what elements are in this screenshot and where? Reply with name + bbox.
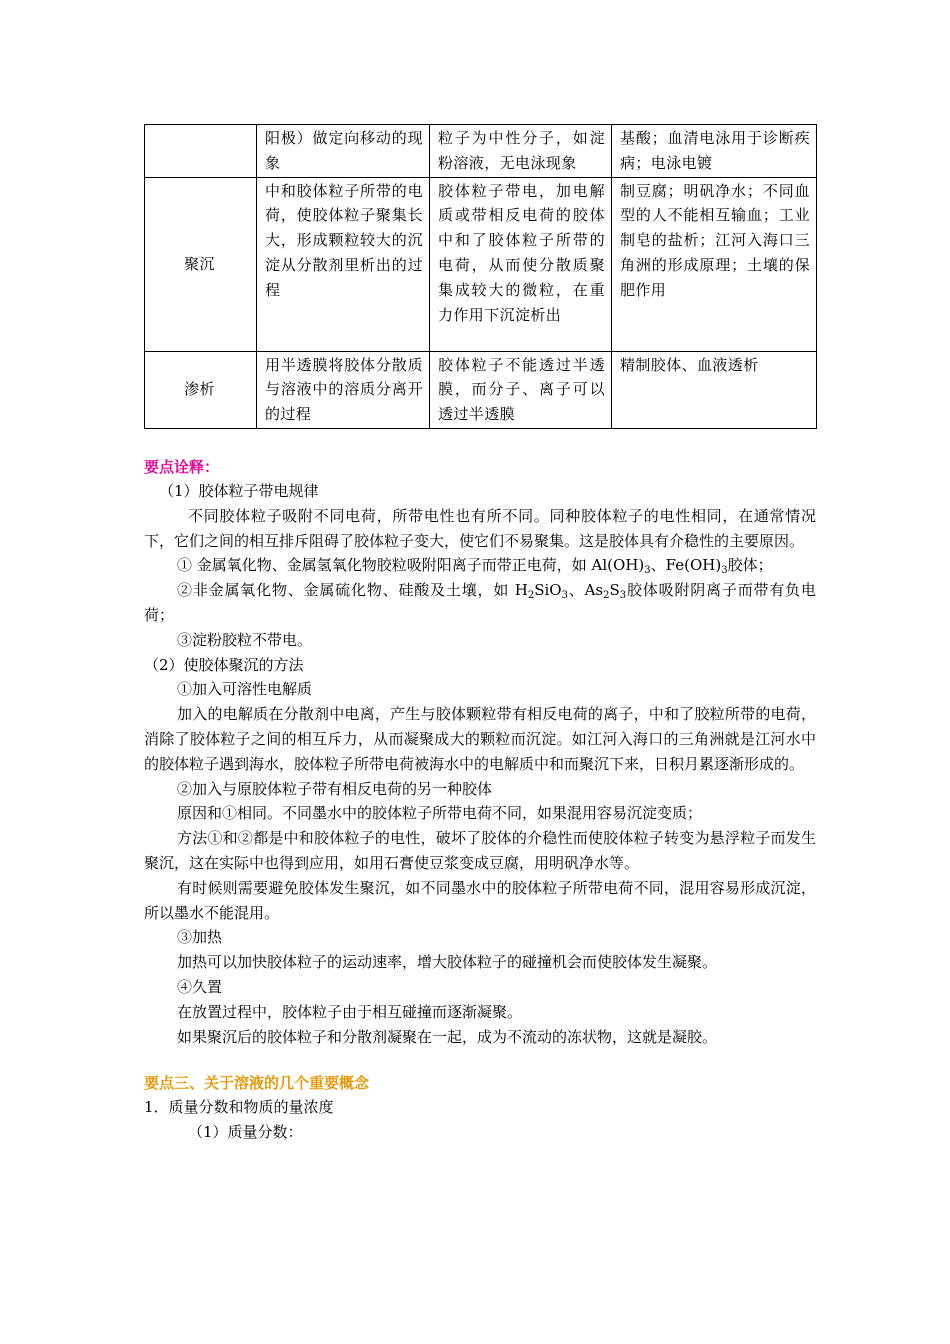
methods-summary-text: 方法①和②都是中和胶体粒子的电性，破坏了胶体的介稳性而使胶体粒子转变为悬浮粒子而发生聚沉，这在实际中也得到应用，如用石膏使豆浆变成豆腐，用明矾净水等。 [144, 829, 816, 872]
table-cell-definition: 中和胶体粒子所带的电荷，使胶体粒子聚集长大，形成颗粒较大的沉淀从分散剂里析出的过程 [257, 177, 430, 351]
table-cell-application: 制豆腐；明矾净水；不同血型的人不能相互输血；工业制皂的盐析；江河入海口三角洲的形成原理；土壤的保肥作用 [612, 177, 817, 351]
section-1-item-1: ① 金属氧化物、金属氢氧化物胶粒吸附阳离子而带正电荷，如 $Al(OH)_3$、$Fe(OH)_3$胶体； [177, 556, 773, 577]
section-3-heading: 要点三、关于溶液的几个重要概念 [144, 1074, 370, 1093]
table-row [145, 351, 817, 428]
method-3-text: 加热可以加快胶体粒子的运动速率，增大胶体粒子的碰撞机会而使胶体发生凝聚。 [177, 953, 718, 972]
table-cell-definition: 阳极）做定向移动的现象 [257, 125, 430, 178]
table-cell-name: 聚沉 [145, 177, 257, 351]
table-cell-explanation: 胶体粒子带电，加电解质或带相反电荷的胶体中和了胶体粒子所带的电荷，从而使分散质聚集成较大的微粒，在重力作用下沉淀析出 [430, 177, 612, 351]
table-row [145, 177, 817, 351]
table-cell-application: 基酸；血清电泳用于诊断疾病；电泳电镀 [612, 125, 817, 178]
table-cell-explanation: 粒子为中性分子，如淀粉溶液，无电泳现象 [430, 125, 612, 178]
table-row [145, 125, 817, 178]
document-page [144, 124, 816, 1145]
method-1-text: 加入的电解质在分散剂中电离，产生与胶体颗粒带有相反电荷的离子，中和了胶粒所带的电荷，消除了胶体粒子之间的相互斥力，从而凝聚成大的颗粒而沉淀。如江河入海口的三角洲就是江河水中的胶体粒子遇到海水，胶体粒子所带电荷被海水中的电解质中和而聚沉下来，日积月累逐渐形成的。 [144, 705, 816, 773]
table-cell-application: 精制胶体、血液透析 [612, 351, 817, 428]
method-2-text: 原因和①相同。不同墨水中的胶体粒子所带电荷不同，如果混用容易沉淀变质； [177, 804, 703, 823]
method-1-title: ①加入可溶性电解质 [177, 680, 313, 699]
section-1-title: （1）胶体粒子带电规律 [159, 481, 319, 500]
table-cell-name: 渗析 [145, 351, 257, 428]
section-2-title: （2）使胶体聚沉的方法 [144, 655, 304, 674]
colloid-properties-table [144, 124, 817, 429]
section-1-item-2: ②非金属氧化物、金属硫化物、硅酸及土壤，如 $H_2SiO_3$、$As_2S_3$胶体吸附阴离子而带有负电荷； [144, 581, 816, 624]
method-4-text: 在放置过程中，胶体粒子由于相互碰撞而逐渐凝聚。 [177, 1002, 523, 1021]
method-4-title: ④久置 [177, 977, 223, 996]
section-1-paragraph: 不同胶体粒子吸附不同电荷，所带电性也有所不同。同种胶体粒子的电性相同，在通常情况下，它们之间的相互排斥阻碍了胶体粒子变大，使它们不易聚集。这是胶体具有介稳性的主要原因。 [144, 506, 816, 550]
section-3-item-1-1: （1）质量分数： [188, 1123, 303, 1142]
table-cell-name [145, 125, 257, 178]
table-cell-definition: 用半透膜将胶体分散质与溶液中的溶质分离开的过程 [257, 351, 430, 428]
avoid-coagulation-text: 有时候则需要避免胶体发生聚沉，如不同墨水中的胶体粒子所带电荷不同，混用容易形成沉淀，所以墨水不能混用。 [144, 878, 816, 922]
section-3-item-1: 1．质量分数和物质的量浓度 [144, 1098, 334, 1117]
method-3-title: ③加热 [177, 928, 223, 947]
table-cell-explanation: 胶体粒子不能透过半透膜，而分子、离子可以透过半透膜 [430, 351, 612, 428]
section-1-item-3: ③淀粉胶粒不带电。 [177, 630, 313, 649]
notes-heading: 要点诠释： [144, 457, 220, 476]
method-2-title: ②加入与原胶体粒子带有相反电荷的另一种胶体 [177, 779, 493, 798]
gel-text: 如果聚沉后的胶体粒子和分散剂凝聚在一起，成为不流动的冻状物，这就是凝胶。 [177, 1027, 718, 1046]
